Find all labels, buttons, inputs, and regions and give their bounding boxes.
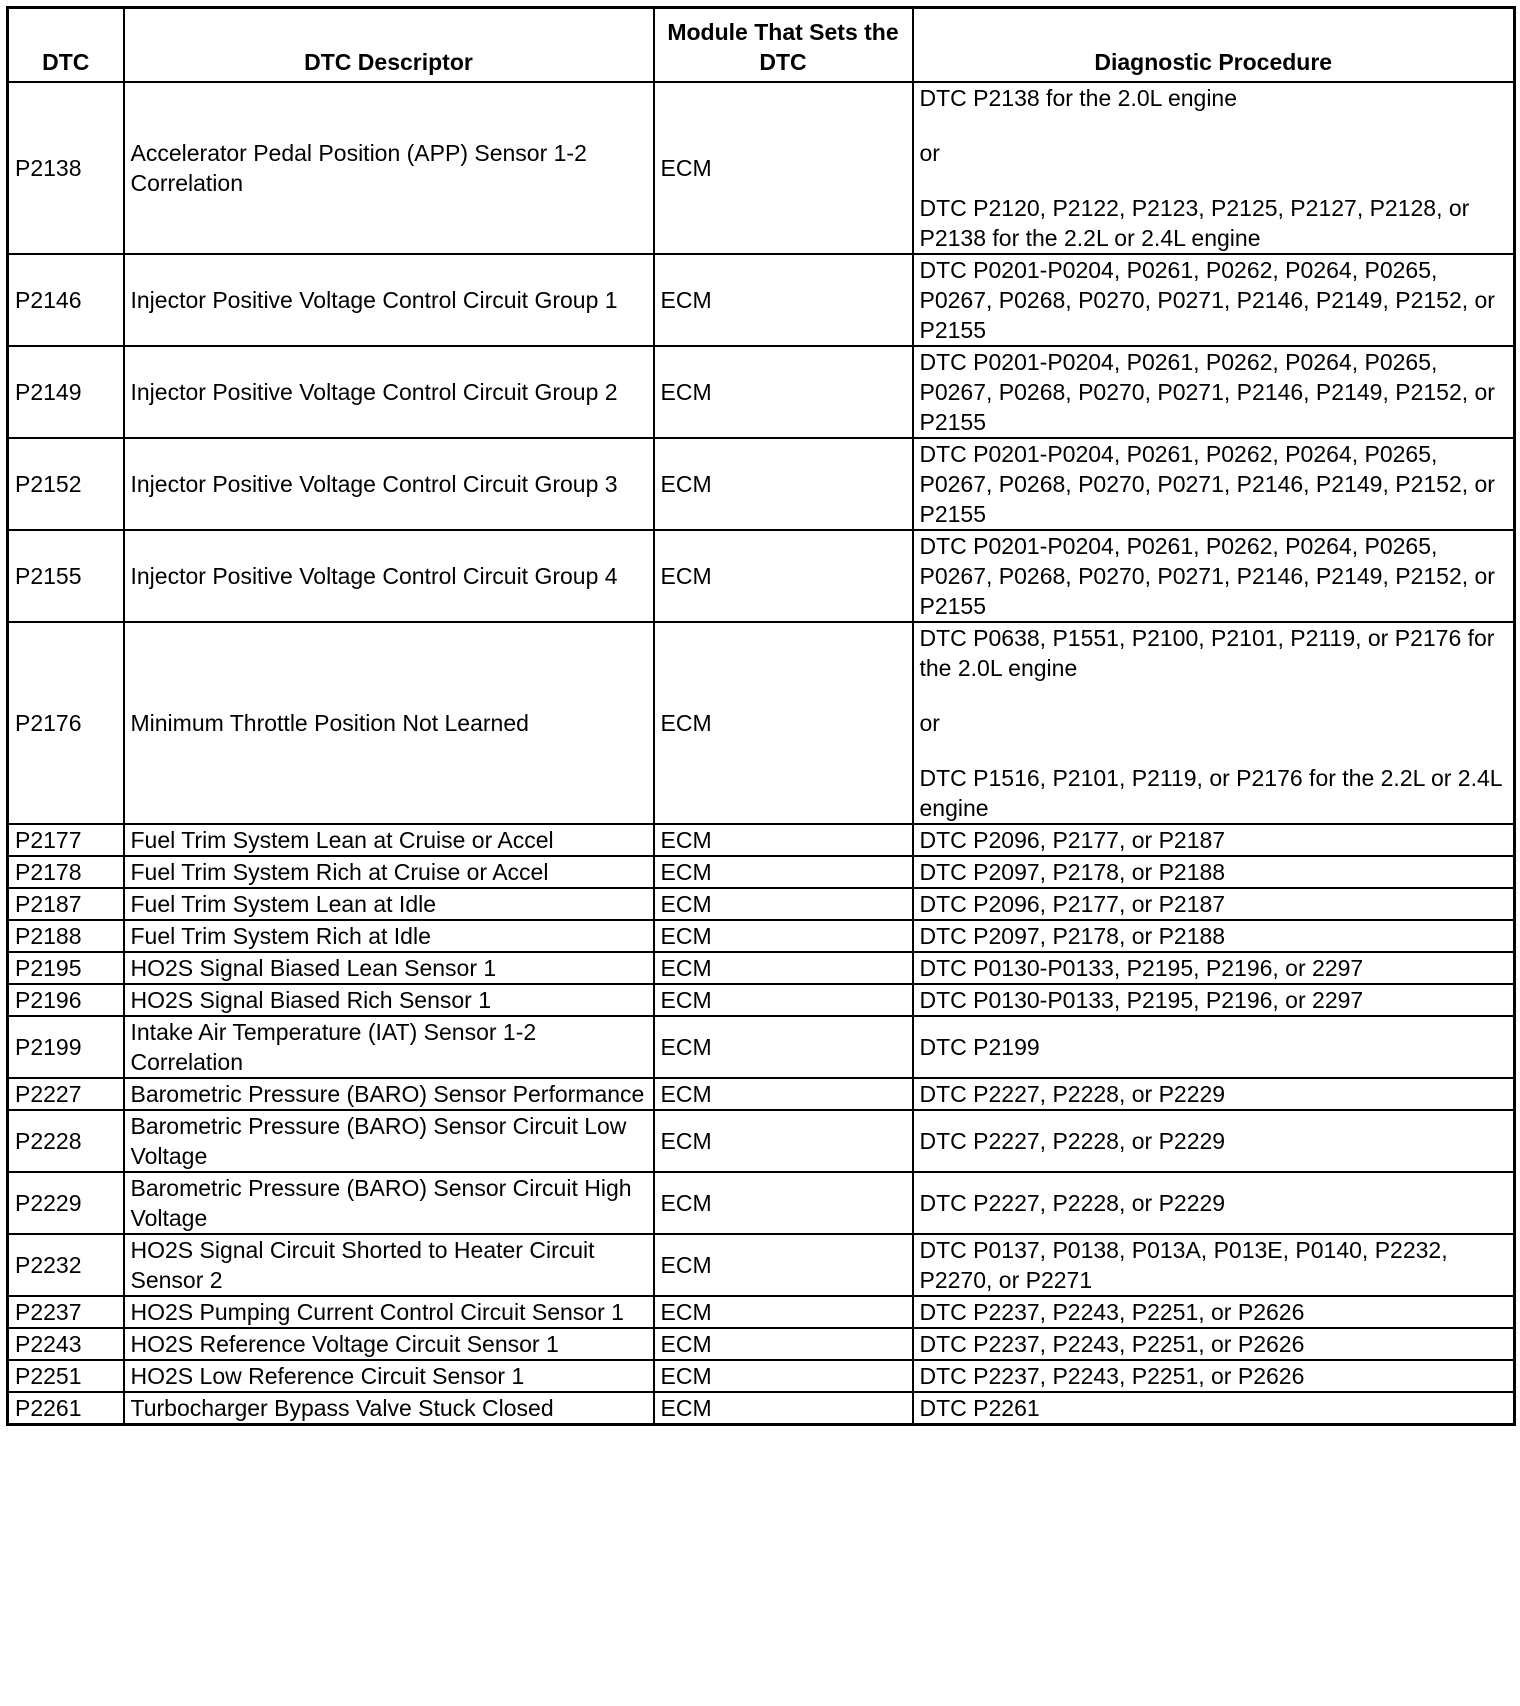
table-row — [8, 1328, 1515, 1360]
table-row — [8, 824, 1515, 856]
dtc-descriptor-cell: Injector Positive Voltage Control Circuit Group 3 — [124, 438, 654, 530]
procedure-line: DTC P0130-P0133, P2195, P2196, or 2297 — [919, 955, 1364, 981]
dtc-descriptor-cell: Barometric Pressure (BARO) Sensor Circuit Low Voltage — [124, 1110, 654, 1172]
procedure-line: DTC P2120, P2122, P2123, P2125, P2127, P2128, or P2138 for the 2.2L or 2.4L engine — [919, 195, 1470, 251]
dtc-code-cell: P2146 — [8, 254, 124, 346]
procedure-line: DTC P2237, P2243, P2251, or P2626 — [919, 1299, 1305, 1325]
procedure-line: or — [919, 710, 940, 736]
procedure-line: DTC P0201-P0204, P0261, P0262, P0264, P0265, P0267, P0268, P0270, P0271, P2146, P2149, P2152, or P2155 — [919, 533, 1495, 619]
procedure-line: DTC P1516, P2101, P2119, or P2176 for the 2.2L or 2.4L engine — [919, 765, 1502, 821]
dtc-descriptor-cell: Fuel Trim System Rich at Idle — [124, 920, 654, 952]
dtc-document — [6, 6, 1516, 1426]
diagnostic-procedure-cell — [913, 346, 1515, 438]
diagnostic-procedure-cell — [913, 1078, 1515, 1110]
dtc-descriptor-cell: Barometric Pressure (BARO) Sensor Performance — [124, 1078, 654, 1110]
procedure-line: or — [919, 140, 940, 166]
table-row — [8, 1078, 1515, 1110]
diagnostic-procedure-cell — [913, 1234, 1515, 1296]
dtc-code-cell: P2196 — [8, 984, 124, 1016]
table-row — [8, 254, 1515, 346]
dtc-descriptor-cell: Minimum Throttle Position Not Learned — [124, 622, 654, 824]
header-module: Module That Sets the DTC — [654, 8, 913, 83]
diagnostic-procedure-cell — [913, 984, 1515, 1016]
table-row — [8, 1360, 1515, 1392]
procedure-line: DTC P2096, P2177, or P2187 — [919, 891, 1226, 917]
module-cell: ECM — [654, 824, 913, 856]
table-row — [8, 856, 1515, 888]
diagnostic-procedure-cell — [913, 622, 1515, 824]
dtc-descriptor-cell: Barometric Pressure (BARO) Sensor Circuit High Voltage — [124, 1172, 654, 1234]
procedure-line: DTC P2199 — [919, 1034, 1040, 1060]
table-row — [8, 1172, 1515, 1234]
dtc-descriptor-cell: Turbocharger Bypass Valve Stuck Closed — [124, 1392, 654, 1425]
dtc-code-cell: P2199 — [8, 1016, 124, 1078]
module-cell: ECM — [654, 856, 913, 888]
module-cell: ECM — [654, 438, 913, 530]
dtc-descriptor-cell: HO2S Signal Biased Lean Sensor 1 — [124, 952, 654, 984]
dtc-descriptor-cell: Fuel Trim System Lean at Cruise or Accel — [124, 824, 654, 856]
module-cell: ECM — [654, 622, 913, 824]
module-cell: ECM — [654, 530, 913, 622]
diagnostic-procedure-cell — [913, 1172, 1515, 1234]
dtc-code-cell: P2195 — [8, 952, 124, 984]
module-cell: ECM — [654, 920, 913, 952]
header-dtc-descriptor: DTC Descriptor — [124, 8, 654, 83]
dtc-descriptor-cell: HO2S Low Reference Circuit Sensor 1 — [124, 1360, 654, 1392]
module-cell: ECM — [654, 888, 913, 920]
module-cell: ECM — [654, 1392, 913, 1425]
table-row — [8, 1234, 1515, 1296]
procedure-line: DTC P2227, P2228, or P2229 — [919, 1190, 1226, 1216]
module-cell: ECM — [654, 254, 913, 346]
module-cell: ECM — [654, 1328, 913, 1360]
table-header — [8, 8, 1515, 83]
dtc-code-cell: P2176 — [8, 622, 124, 824]
dtc-code-cell: P2155 — [8, 530, 124, 622]
dtc-code-cell: P2188 — [8, 920, 124, 952]
table-row — [8, 438, 1515, 530]
procedure-line: DTC P2227, P2228, or P2229 — [919, 1081, 1226, 1107]
dtc-descriptor-cell: Injector Positive Voltage Control Circuit Group 4 — [124, 530, 654, 622]
diagnostic-procedure-cell — [913, 1296, 1515, 1328]
procedure-line: DTC P0638, P1551, P2100, P2101, P2119, or P2176 for the 2.0L engine — [919, 625, 1495, 681]
dtc-descriptor-cell: HO2S Signal Biased Rich Sensor 1 — [124, 984, 654, 1016]
diagnostic-procedure-cell — [913, 856, 1515, 888]
dtc-descriptor-cell: Accelerator Pedal Position (APP) Sensor 1-2 Correlation — [124, 82, 654, 254]
header-row — [8, 8, 1515, 83]
procedure-line: DTC P0137, P0138, P013A, P013E, P0140, P2232, P2270, or P2271 — [919, 1237, 1448, 1293]
table-row — [8, 1392, 1515, 1425]
dtc-descriptor-cell: Injector Positive Voltage Control Circuit Group 1 — [124, 254, 654, 346]
table-row — [8, 1016, 1515, 1078]
dtc-descriptor-cell: Intake Air Temperature (IAT) Sensor 1-2 Correlation — [124, 1016, 654, 1078]
table-row — [8, 984, 1515, 1016]
diagnostic-procedure-cell — [913, 824, 1515, 856]
diagnostic-procedure-cell — [913, 530, 1515, 622]
procedure-line: DTC P0130-P0133, P2195, P2196, or 2297 — [919, 987, 1364, 1013]
module-cell: ECM — [654, 1078, 913, 1110]
table-row — [8, 530, 1515, 622]
table-row — [8, 82, 1515, 254]
diagnostic-procedure-cell — [913, 254, 1515, 346]
dtc-code-cell: P2229 — [8, 1172, 124, 1234]
dtc-code-cell: P2149 — [8, 346, 124, 438]
module-cell: ECM — [654, 984, 913, 1016]
dtc-code-cell: P2138 — [8, 82, 124, 254]
procedure-line: DTC P2097, P2178, or P2188 — [919, 923, 1226, 949]
module-cell: ECM — [654, 1234, 913, 1296]
procedure-line: DTC P2261 — [919, 1395, 1040, 1421]
table-body — [8, 82, 1515, 1425]
table-row — [8, 952, 1515, 984]
diagnostic-procedure-cell — [913, 952, 1515, 984]
diagnostic-procedure-cell — [913, 438, 1515, 530]
dtc-code-cell: P2237 — [8, 1296, 124, 1328]
dtc-descriptor-cell: Fuel Trim System Lean at Idle — [124, 888, 654, 920]
procedure-line: DTC P0201-P0204, P0261, P0262, P0264, P0265, P0267, P0268, P0270, P0271, P2146, P2149, P2152, or P2155 — [919, 441, 1495, 527]
diagnostic-procedure-cell — [913, 888, 1515, 920]
table-row — [8, 888, 1515, 920]
module-cell: ECM — [654, 346, 913, 438]
dtc-descriptor-cell: HO2S Signal Circuit Shorted to Heater Circuit Sensor 2 — [124, 1234, 654, 1296]
diagnostic-procedure-cell — [913, 1110, 1515, 1172]
module-cell: ECM — [654, 1360, 913, 1392]
dtc-code-cell: P2228 — [8, 1110, 124, 1172]
dtc-code-cell: P2243 — [8, 1328, 124, 1360]
table-row — [8, 346, 1515, 438]
dtc-code-cell: P2187 — [8, 888, 124, 920]
diagnostic-procedure-cell — [913, 1016, 1515, 1078]
table-row — [8, 920, 1515, 952]
table-row — [8, 1110, 1515, 1172]
procedure-line: DTC P2227, P2228, or P2229 — [919, 1128, 1226, 1154]
dtc-descriptor-cell: HO2S Reference Voltage Circuit Sensor 1 — [124, 1328, 654, 1360]
dtc-descriptor-cell: HO2S Pumping Current Control Circuit Sensor 1 — [124, 1296, 654, 1328]
module-cell: ECM — [654, 1172, 913, 1234]
dtc-code-cell: P2261 — [8, 1392, 124, 1425]
dtc-code-cell: P2178 — [8, 856, 124, 888]
dtc-code-cell: P2177 — [8, 824, 124, 856]
diagnostic-procedure-cell — [913, 82, 1515, 254]
dtc-code-cell: P2227 — [8, 1078, 124, 1110]
diagnostic-procedure-cell — [913, 1392, 1515, 1425]
dtc-descriptor-cell: Injector Positive Voltage Control Circuit Group 2 — [124, 346, 654, 438]
dtc-descriptor-cell: Fuel Trim System Rich at Cruise or Accel — [124, 856, 654, 888]
dtc-code-cell: P2251 — [8, 1360, 124, 1392]
module-cell: ECM — [654, 1110, 913, 1172]
diagnostic-procedure-cell — [913, 1360, 1515, 1392]
module-cell: ECM — [654, 1016, 913, 1078]
procedure-line: DTC P2237, P2243, P2251, or P2626 — [919, 1363, 1305, 1389]
module-cell: ECM — [654, 82, 913, 254]
procedure-line: DTC P2138 for the 2.0L engine — [919, 85, 1238, 111]
dtc-code-cell: P2152 — [8, 438, 124, 530]
diagnostic-procedure-cell — [913, 920, 1515, 952]
dtc-code-cell: P2232 — [8, 1234, 124, 1296]
procedure-line: DTC P2096, P2177, or P2187 — [919, 827, 1226, 853]
module-cell: ECM — [654, 952, 913, 984]
procedure-line: DTC P2097, P2178, or P2188 — [919, 859, 1226, 885]
procedure-line: DTC P2237, P2243, P2251, or P2626 — [919, 1331, 1305, 1357]
procedure-line: DTC P0201-P0204, P0261, P0262, P0264, P0265, P0267, P0268, P0270, P0271, P2146, P2149, P2152, or P2155 — [919, 257, 1495, 343]
module-cell: ECM — [654, 1296, 913, 1328]
table-row — [8, 622, 1515, 824]
diagnostic-procedure-cell — [913, 1328, 1515, 1360]
procedure-line: DTC P0201-P0204, P0261, P0262, P0264, P0265, P0267, P0268, P0270, P0271, P2146, P2149, P2152, or P2155 — [919, 349, 1495, 435]
dtc-table — [6, 6, 1516, 1426]
table-row — [8, 1296, 1515, 1328]
header-dtc: DTC — [8, 8, 124, 83]
header-diagnostic-procedure: Diagnostic Procedure — [913, 8, 1515, 83]
